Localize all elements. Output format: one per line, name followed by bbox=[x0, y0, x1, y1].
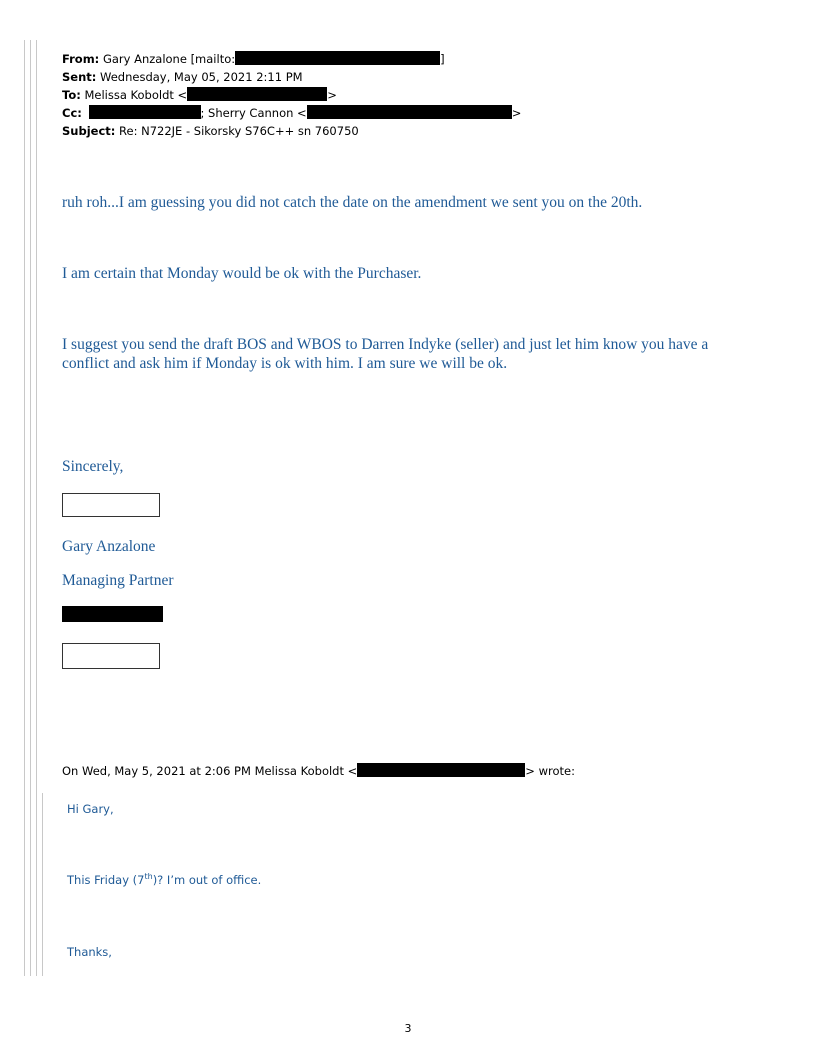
quote-bar-outer-3 bbox=[36, 40, 37, 976]
quoted-line-end: )? I’m out of office. bbox=[152, 872, 262, 887]
redaction-block bbox=[235, 51, 440, 65]
quoted-greeting: Hi Gary, bbox=[67, 802, 114, 816]
message-paragraph: I suggest you send the draft BOS and WBOS to Darren Indyke (seller) and just let him know you have a conflict and ask him if Monday is ok with him. I am sure we will be ok. bbox=[62, 336, 709, 372]
to-close: > bbox=[327, 88, 337, 102]
from-close: ] bbox=[440, 52, 445, 66]
quoted-line-start: This Friday (7 bbox=[67, 872, 145, 887]
quoted-line-superscript: th bbox=[144, 872, 153, 881]
attribution-prefix: On Wed, May 5, 2021 at 2:06 PM Melissa Koboldt < bbox=[62, 764, 358, 778]
redaction-block bbox=[187, 87, 327, 101]
quote-bar-outer-1 bbox=[24, 40, 25, 976]
from-line bbox=[62, 50, 782, 68]
quote-bar-inner bbox=[42, 793, 43, 976]
signature-title: Managing Partner bbox=[62, 572, 174, 589]
cc-line bbox=[62, 104, 782, 122]
subject-label: Subject: bbox=[62, 124, 116, 138]
signature-image-placeholder bbox=[62, 493, 160, 517]
redaction-block bbox=[307, 105, 512, 119]
cc-label: Cc: bbox=[62, 106, 82, 120]
quoted-signoff: Thanks, bbox=[67, 945, 112, 959]
sent-label: Sent: bbox=[62, 70, 97, 84]
redaction-block bbox=[357, 763, 525, 777]
sent-line bbox=[62, 68, 782, 86]
to-line bbox=[62, 86, 782, 104]
quoted-line bbox=[67, 872, 261, 887]
message-paragraph: I am certain that Monday would be ok with the Purchaser. bbox=[62, 265, 422, 282]
to-label: To: bbox=[62, 88, 81, 102]
signature-image-placeholder bbox=[62, 643, 160, 669]
email-header bbox=[62, 50, 782, 140]
redaction-block bbox=[62, 606, 163, 622]
signature-name: Gary Anzalone bbox=[62, 538, 156, 555]
from-label: From: bbox=[62, 52, 100, 66]
from-value: Gary Anzalone [mailto: bbox=[102, 52, 236, 66]
cc-close: > bbox=[511, 106, 522, 120]
page-number: 3 bbox=[404, 1022, 412, 1035]
subject-value: Re: N722JE - Sikorsky S76C++ sn 760750 bbox=[119, 124, 359, 138]
subject-line bbox=[62, 122, 782, 140]
to-value: Melissa Koboldt < bbox=[84, 88, 188, 102]
sent-value: Wednesday, May 05, 2021 2:11 PM bbox=[100, 70, 303, 84]
closing: Sincerely, bbox=[62, 458, 124, 475]
attribution-suffix: > wrote: bbox=[525, 764, 575, 778]
redaction-block bbox=[89, 105, 201, 119]
reply-attribution bbox=[62, 763, 575, 778]
message-paragraph: ruh roh...I am guessing you did not catch the date on the amendment we sent you on the 20th. bbox=[62, 194, 643, 211]
quote-bar-outer-2 bbox=[30, 40, 31, 976]
cc-value: ; Sherry Cannon < bbox=[200, 106, 307, 120]
